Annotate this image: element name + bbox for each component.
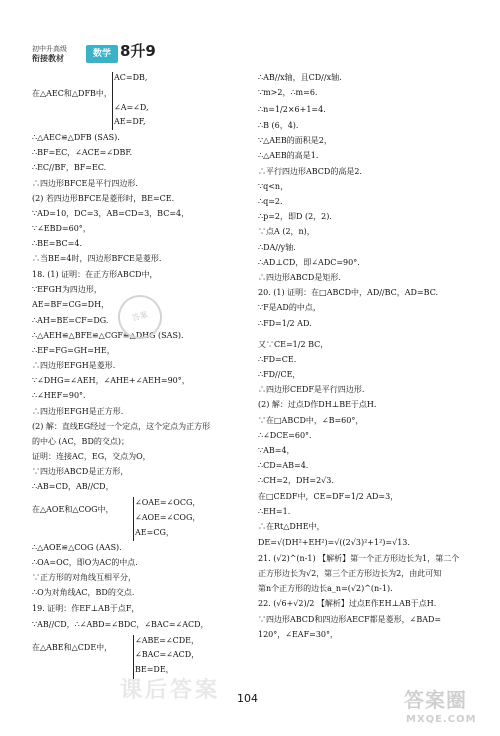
right-line: ∴平行四边形ABCD的高是2. — [258, 167, 362, 176]
left-line: ∴EC//BF，BF=EC. — [32, 163, 107, 172]
left-line: ∴AB=CD，AB//CD， — [32, 482, 114, 491]
right-line: DE=√(DH²+EH²)=√((2√3)²+1²)=√13. — [258, 538, 410, 547]
equation-brace — [133, 635, 134, 679]
left-line: ∴AH=BE=CF=DG. — [32, 316, 109, 325]
left-line: ∠OAE=∠OCG， — [135, 498, 201, 507]
right-line: ∵q<n， — [258, 182, 289, 191]
right-line: ∴∠DCE=60°. — [258, 431, 312, 440]
left-line: 的中心 (AC，BD的交点)； — [32, 437, 129, 446]
header-book-line: 衔接教材 — [32, 54, 64, 63]
left-line: 19. 证明：作EF⊥AB于点F， — [32, 604, 140, 613]
right-line: 在□CEDF中，CE=DF=1/2 AD=3， — [258, 492, 399, 501]
right-line: 第n个正方形的边长a_n=(√2)^(n-1). — [258, 584, 393, 593]
right-line: ∴CD=AB=4. — [258, 461, 309, 470]
left-line: ∠ABE=∠CDE， — [135, 636, 199, 645]
right-line: 21. (√2)^(n-1) 【解析】第一个正方形边长为1，第二个 — [258, 554, 460, 563]
left-line: ∵∠DHG=∠AEH，∠AHE+∠AEH=90°， — [32, 376, 190, 385]
left-line: 在△AEC和△DFB中， — [32, 89, 112, 98]
left-line: 在△ABE和△CDE中， — [32, 643, 113, 652]
left-line: ∴△AEH≌△BFE≌△CGF≌△DHG (SAS). — [32, 331, 184, 340]
right-line: ∵F是AD的中点， — [258, 303, 321, 312]
left-line: ∠BAC=∠ACD， — [135, 650, 200, 659]
left-line: 18. (1) 证明：在正方形ABCD中， — [32, 270, 158, 279]
left-line: AC=DB, — [114, 73, 148, 82]
left-line: ∴∠HEF=90°. — [32, 391, 86, 400]
left-line: ∴EF=FG=GH=HE， — [32, 346, 115, 355]
right-line: ∵△AEB的面积是2， — [258, 136, 332, 145]
left-line: ∵正方形的对角线互相平分， — [32, 573, 136, 582]
right-line: 120°，∠EAF=30°， — [258, 630, 339, 639]
left-line: ∴BE=BC=4. — [32, 239, 82, 248]
right-line: ∴n=1/2×6+1=4. — [258, 105, 326, 114]
right-line: 又∵CE=1/2 BC， — [258, 340, 329, 349]
right-line: 20. (1) 证明：在□ABCD中，AD//BC，AD=BC. — [258, 288, 439, 297]
right-line: ∴EH=1. — [258, 507, 291, 516]
right-line: ∵点A (2，n)， — [258, 227, 315, 236]
left-line: 在△AOE和△COG中， — [32, 505, 114, 514]
left-line: ∴OA=OC，即O为AC的中点. — [32, 558, 138, 567]
header-grade-title: 8升9 — [120, 42, 156, 60]
right-line: ∵m>2，∴m=6. — [258, 88, 318, 97]
header-subject-badge: 数学 — [86, 45, 118, 63]
left-line: ∵AD=10，DC=3，AB=CD=3，BC=4， — [32, 209, 190, 218]
left-line: ∠AOE=∠COG， — [135, 513, 201, 522]
page-number: 104 — [237, 692, 258, 705]
right-line: ∴AD⊥CD，即∠ADC=90°. — [258, 258, 360, 267]
left-line: ∵∠EBD=60°， — [32, 224, 91, 233]
left-line: ∵四边形ABCD是正方形， — [32, 467, 129, 476]
left-line: ∴BF=EC，∠ACE=∠DBF. — [32, 148, 133, 157]
left-line: ∴△AOE≌△COG (AAS). — [32, 543, 122, 552]
right-line: ∴四边形CEDF是平行四边形. — [258, 385, 365, 394]
right-line: ∵在□ABCD中，∠B=60°， — [258, 416, 364, 425]
right-line: ∴FD//CE， — [258, 370, 301, 379]
right-line: (2) 解：过点D作DH⊥BE于点H. — [258, 400, 377, 409]
right-line: 22. (√6+√2)/2 【解析】过点E作EH⊥AB于点H. — [258, 599, 437, 608]
left-line: ∴当BE=4时，四边形BFCE是菱形. — [32, 254, 162, 263]
left-line: 证明：连接AC，EG，交点为O， — [32, 452, 151, 461]
watermark-right-domain: MXQE.COM — [406, 714, 477, 725]
right-line: ∴DA//y轴. — [258, 243, 296, 252]
left-line: ∴△AEC≌△DFB (SAS). — [32, 133, 120, 142]
left-line: BE=DE， — [135, 665, 174, 674]
left-line: (2) 若四边形BFCE是菱形时，BE=CE. — [32, 194, 175, 203]
left-line: ∵AB//CD，∴∠ABD=∠BDC，∠BAC=∠ACD， — [32, 620, 209, 629]
right-line: ∵AB=4， — [258, 446, 295, 455]
left-line: (2) 解：直线EG经过一个定点，这个定点为正方形 — [32, 422, 211, 431]
right-line: ∴q=2. — [258, 197, 283, 206]
right-line: ∴FD=CE. — [258, 355, 297, 364]
left-line: ∴O为对角线AC，BD的交点. — [32, 588, 135, 597]
left-line: ∠A=∠D, — [114, 103, 149, 112]
left-line: AE=CG， — [135, 528, 174, 537]
right-line: ∴在Rt△DHE中， — [258, 522, 325, 531]
right-line: ∴四边形ABCD是矩形. — [258, 273, 341, 282]
right-line: ∴△AEB的高是1. — [258, 151, 319, 160]
watermark-right-title: 答案圈 — [404, 688, 467, 712]
equation-brace — [112, 72, 113, 130]
right-line: ∵四边形ABCD和四边形AECF都是菱形，∠BAD= — [258, 615, 442, 624]
page-header — [32, 44, 192, 66]
left-line: ∴四边形EFGH是正方形. — [32, 407, 124, 416]
header-series-line: 初中升高级 — [32, 45, 67, 53]
right-line: ∴p=2，即D (2，2). — [258, 212, 332, 221]
right-line: ∴AB//x轴，且CD//x轴. — [258, 73, 342, 82]
right-line: ∴B (6，4). — [258, 121, 299, 130]
watermark-left: 课后答案 — [120, 678, 221, 703]
left-line: AE=BF=CG=DH， — [32, 300, 110, 309]
left-line: ∴四边形BFCE是平行四边形. — [32, 179, 138, 188]
left-line: ∴四边形EFGH是菱形. — [32, 361, 116, 370]
right-line: ∴FD=1/2 AD. — [258, 319, 312, 328]
left-line: AE=DF, — [114, 117, 146, 126]
watermark-right-logo — [396, 690, 496, 730]
right-line: ∴CH=2，DH=2√3. — [258, 476, 334, 485]
left-line: ∵EFGH为四边形， — [32, 285, 102, 294]
equation-brace — [133, 497, 134, 541]
answer-stamp-text: 答案 — [130, 310, 149, 323]
right-line: 正方形边长为√2，第三个正方形边长为2，由此可知 — [258, 569, 442, 578]
